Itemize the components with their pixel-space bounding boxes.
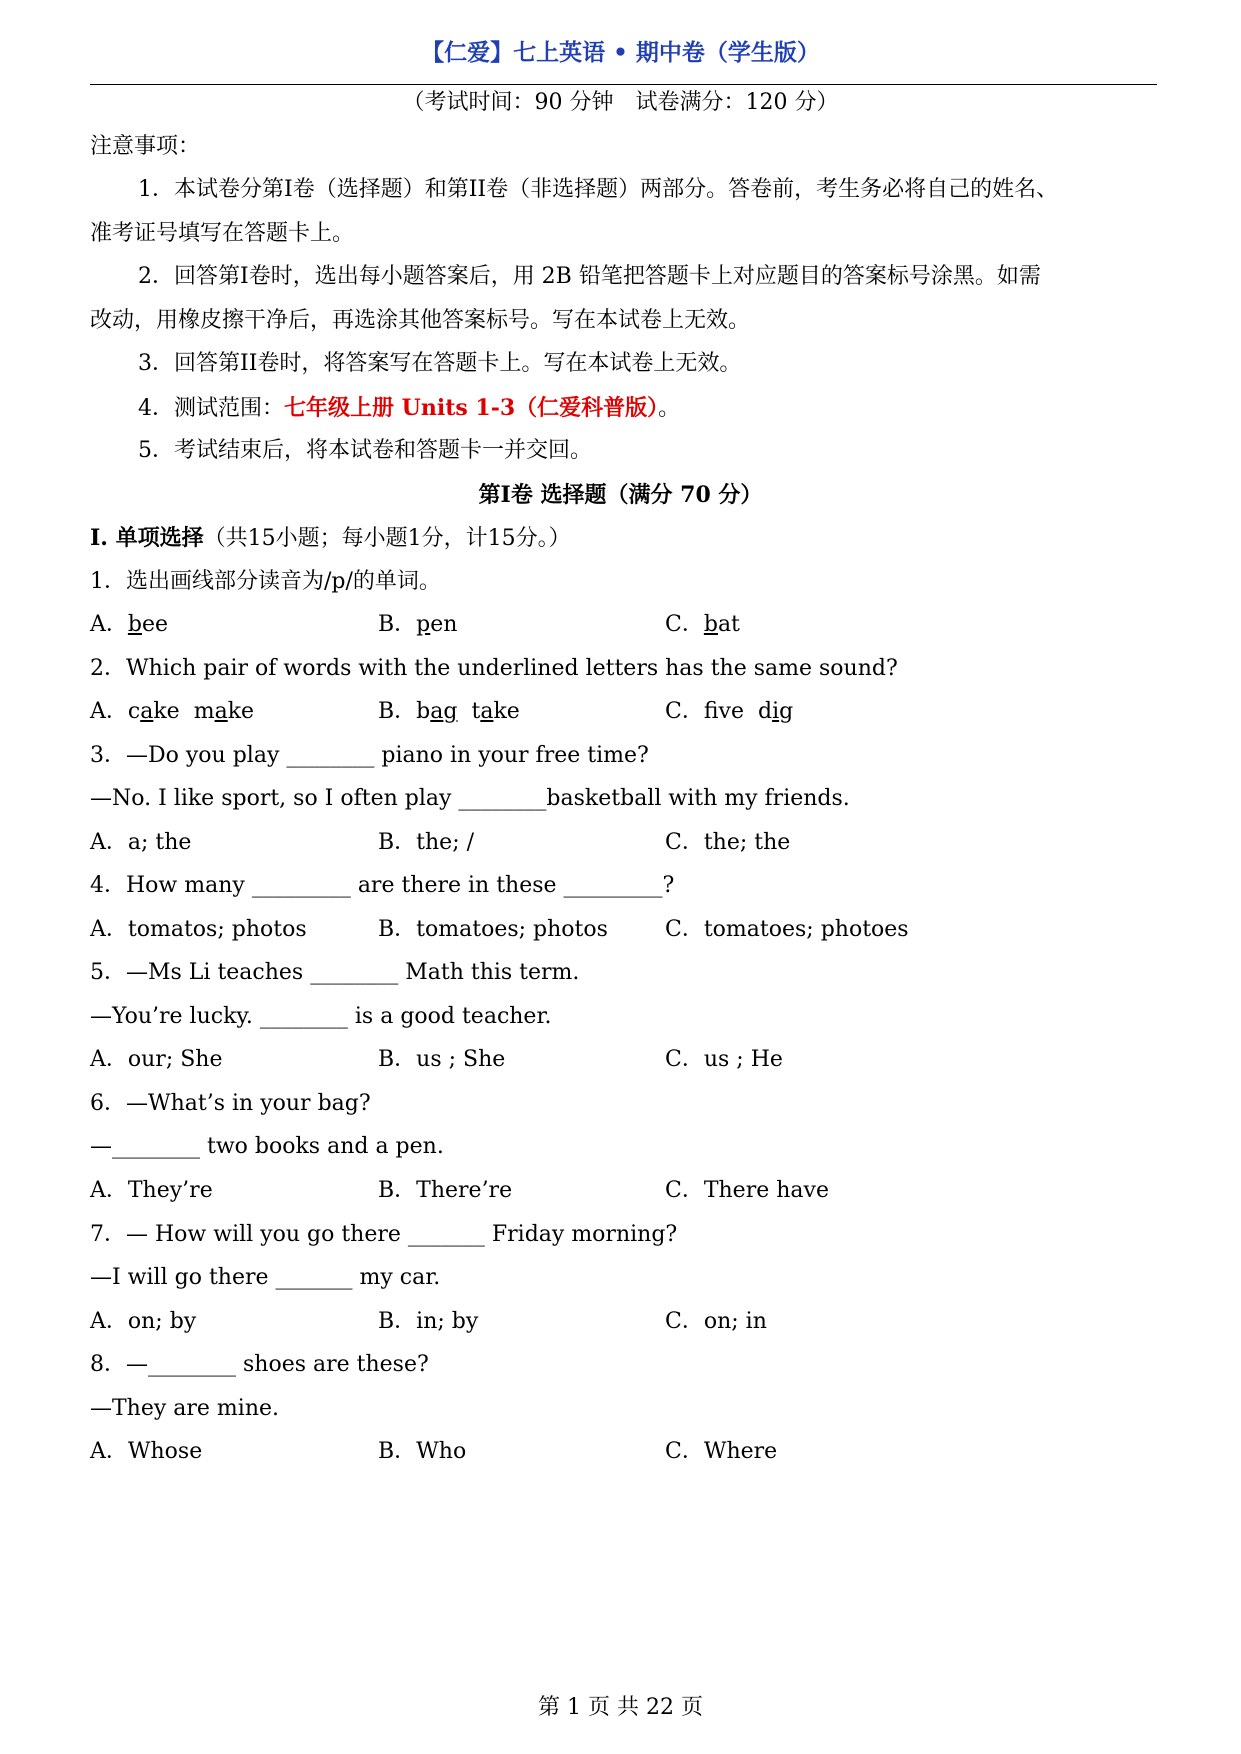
underlined-letters: b: [703, 612, 718, 637]
q6-option-b[interactable]: B．There’re: [378, 1178, 513, 1203]
header-title: 【仁爱】七上英语 • 期中卷（学生版）: [421, 40, 820, 66]
word-rest: ee: [141, 612, 169, 637]
word-part: ke: [493, 699, 520, 724]
header-rule: [90, 84, 1157, 85]
q7-option-b[interactable]: B．in; by: [378, 1309, 479, 1334]
note-4: [90, 393, 1157, 424]
q5-stem: 5．—Ms Li teaches ________ Math this term.: [90, 960, 580, 985]
part-desc: （共15小题；每小题1分，计15分。）: [203, 526, 571, 551]
q2-option-c[interactable]: [665, 697, 793, 727]
q4-option-b[interactable]: B．tomatoes; photos: [378, 917, 608, 942]
q6-stem-2: —________ two books and a pen.: [90, 1134, 444, 1159]
q6-stem: 6．—What’s in your bag?: [90, 1091, 371, 1116]
q8-stem-2: —They are mine.: [90, 1396, 280, 1421]
q7-stem-2: —I will go there _______ my car.: [90, 1265, 441, 1290]
q3-option-a[interactable]: A．a; the: [90, 830, 192, 855]
q3-stem: 3．—Do you play ________ piano in your free time?: [90, 743, 649, 768]
q7-stem: 7．— How will you go there _______ Friday morning?: [90, 1222, 678, 1247]
option-label: C．: [665, 612, 704, 637]
note-1b: 准考证号填写在答题卡上。: [90, 221, 355, 246]
section-title: 第I卷 选择题（满分 70 分）: [478, 482, 763, 508]
q4-stem: 4．How many _________ are there in these _________?: [90, 873, 675, 898]
q6-option-c[interactable]: C．There have: [665, 1178, 829, 1203]
note-3: 3．回答第II卷时，将答案写在答题卡上。写在本试卷上无效。: [138, 351, 742, 376]
q1-option-c[interactable]: [665, 610, 740, 640]
underlined-letters: a: [480, 699, 494, 724]
q6-option-a[interactable]: A．They’re: [90, 1178, 213, 1203]
q5-option-c[interactable]: C．us ; He: [665, 1047, 783, 1072]
note-5: 5．考试结束后，将本试卷和答题卡一并交回。: [138, 438, 592, 463]
q5-stem-2: —You’re lucky. ________ is a good teacher.: [90, 1004, 552, 1029]
underlined-letters: a: [214, 699, 228, 724]
exam-info: （考试时间：90 分钟 试卷满分：120 分）: [402, 90, 839, 115]
note-4-prefix: 4．测试范围：: [138, 396, 284, 421]
notes-title: 注意事项：: [90, 134, 201, 159]
q3-option-b[interactable]: B．the; /: [378, 830, 475, 855]
q5-option-b[interactable]: B．us ; She: [378, 1047, 506, 1072]
note-2b: 改动，用橡皮擦干净后，再选涂其他答案标号。写在本试卷上无效。: [90, 308, 751, 333]
underlined-letters: g: [443, 699, 458, 724]
q1-stem: 1．选出画线部分读音为/p/的单词。: [90, 569, 441, 594]
underlined-letters: b: [127, 612, 142, 637]
q8-option-a[interactable]: A．Whose: [90, 1439, 203, 1464]
q3-option-c[interactable]: C．the; the: [665, 830, 791, 855]
word-rest: at: [717, 612, 740, 637]
q4-option-a[interactable]: A．tomatos; photos: [90, 917, 307, 942]
part-label: I. 单项选择: [90, 525, 204, 551]
underlined-letters: a: [430, 699, 444, 724]
q8-stem: 8．—________ shoes are these?: [90, 1352, 429, 1377]
word-part: d: [757, 699, 773, 724]
underlined-letters: i: [772, 699, 780, 724]
q2-option-a[interactable]: [90, 697, 254, 727]
option-label: A．: [90, 699, 128, 724]
q7-option-a[interactable]: A．on; by: [90, 1309, 197, 1334]
underlined-letters: a: [140, 699, 154, 724]
q4-option-c[interactable]: C．tomatoes; photoes: [665, 917, 909, 942]
q1-option-a[interactable]: [90, 610, 168, 640]
word-part: ke: [153, 699, 180, 724]
q2-option-b[interactable]: [378, 697, 520, 727]
option-label: A．: [90, 612, 128, 637]
word-part: b: [416, 699, 431, 724]
word-part: m: [193, 699, 215, 724]
word-part: c: [127, 699, 141, 724]
q7-option-c[interactable]: C．on; in: [665, 1309, 767, 1334]
word-part: ke: [227, 699, 255, 724]
q8-option-b[interactable]: B．Who: [378, 1439, 467, 1464]
option-label: B．: [378, 612, 417, 637]
option-label: B．: [378, 699, 417, 724]
word-rest: en: [430, 612, 458, 637]
word-part: f: [703, 699, 719, 724]
word-part: ve: [718, 699, 744, 724]
q8-option-c[interactable]: C．Where: [665, 1439, 778, 1464]
note-2a: 2．回答第I卷时，选出每小题答案后，用 2B 铅笔把答题卡上对应题目的答案标号涂黑。如需: [138, 264, 1041, 289]
word-part: t: [471, 699, 481, 724]
q1-option-b[interactable]: [378, 610, 457, 640]
q5-option-a[interactable]: A．our; She: [90, 1047, 223, 1072]
page-footer: 第 1 页 共 22 页: [538, 1695, 703, 1720]
q2-stem: 2．Which pair of words with the underlined letters has the same sound?: [90, 656, 898, 681]
word-part: g: [779, 699, 794, 724]
note-1a: 1．本试卷分第I卷（选择题）和第II卷（非选择题）两部分。答卷前，考生务必将自己的姓名、: [138, 177, 1059, 202]
underlined-letters: p: [416, 612, 431, 637]
part-heading: [90, 523, 1157, 554]
test-scope: 七年级上册 Units 1-3（仁爱科普版）: [284, 395, 659, 421]
note-4-suffix: 。: [658, 396, 681, 421]
q3-stem-2: —No. I like sport, so I often play ________basketball with my friends.: [90, 786, 850, 811]
option-label: C．: [665, 699, 704, 724]
